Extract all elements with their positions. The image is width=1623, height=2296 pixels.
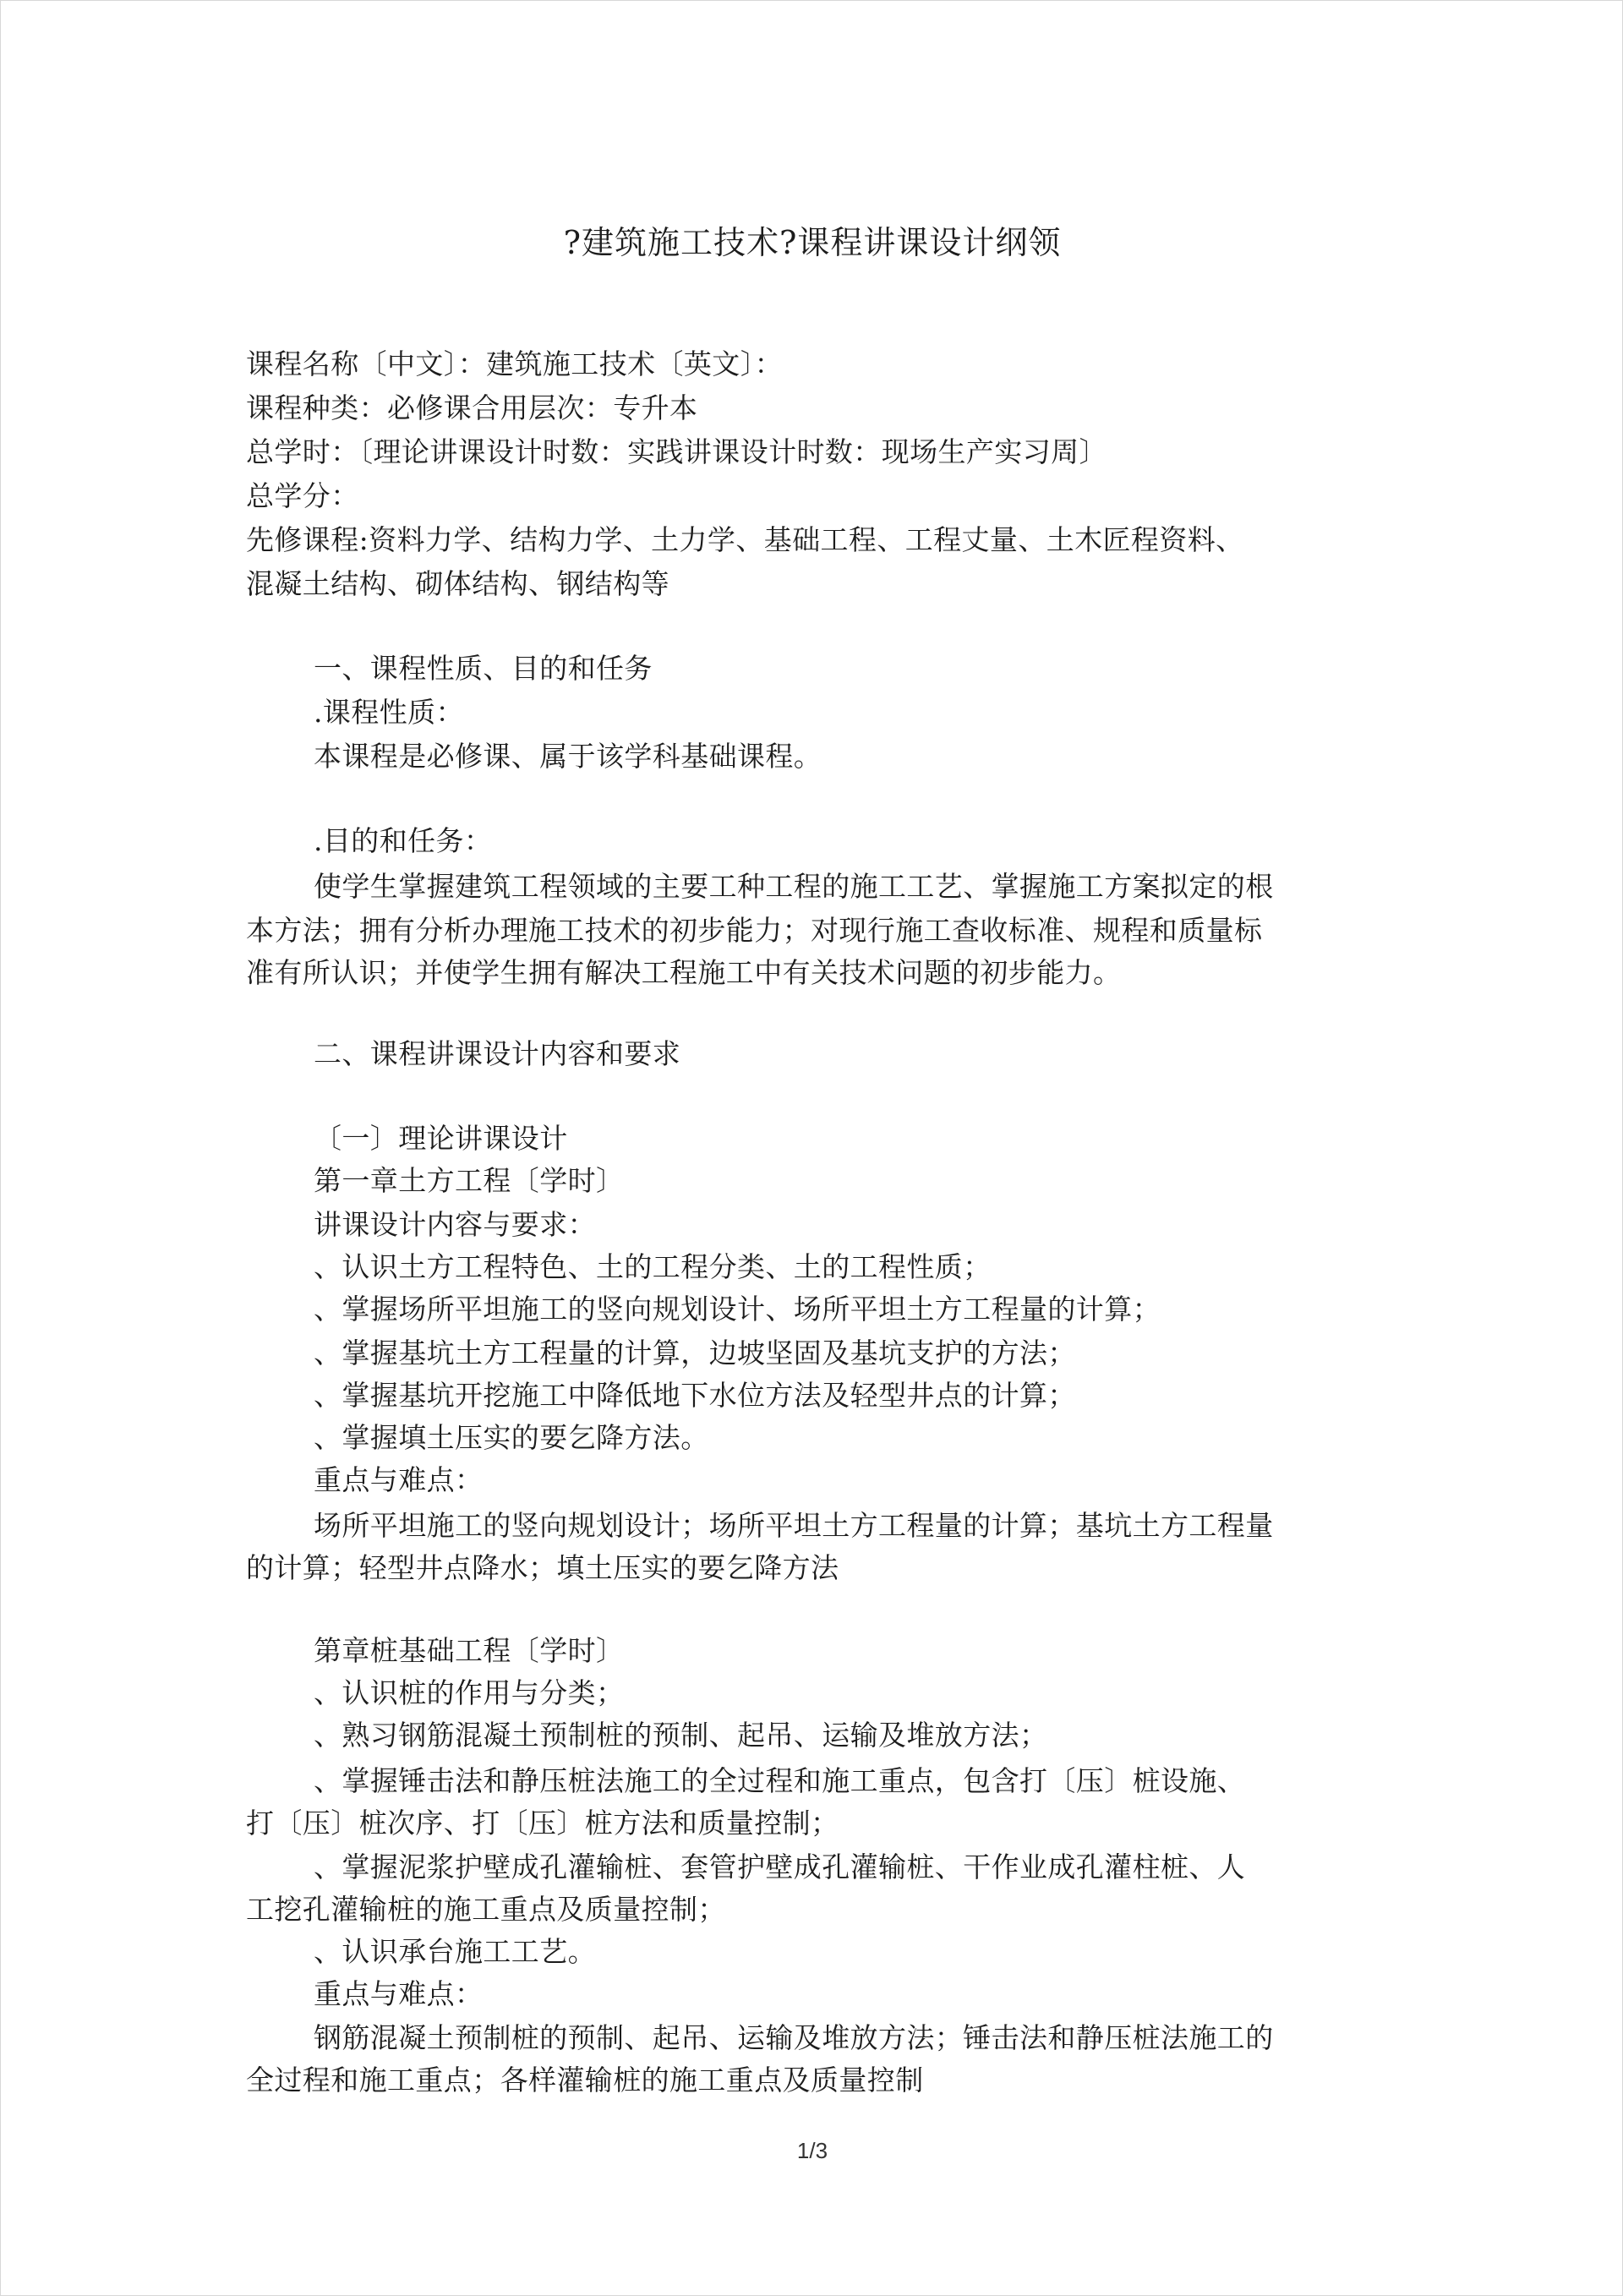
total-credits-line: 总学分： [246, 479, 359, 512]
page-number: 1/3 [796, 2138, 828, 2163]
chapter-1-key-label: 重点与难点： [314, 1463, 484, 1496]
section-1-heading: 一、课程性质、目的和任务 [314, 652, 653, 685]
prerequisites-line-2: 混凝土结构、砌体结构、钢结构等 [246, 567, 669, 600]
list-item: 、认识承台施工工艺。 [314, 1935, 596, 1968]
chapter-1-key-line-1: 场所平坦施工的竖向规划设计；场所平坦土方工程量的计算；基坑土方工程量 [314, 1509, 1274, 1542]
course-nature-text: 本课程是必修课、属于该学科基础课程。 [314, 740, 822, 773]
total-hours-line: 总学时：〔理论讲课设计时数：实践讲课设计时数：现场生产实习周〕 [246, 435, 1107, 468]
list-item: 、熟习钢筋混凝土预制桩的预制、起吊、运输及堆放方法； [314, 1719, 1048, 1752]
chapter-2-title: 第章桩基础工程〔学时〕 [314, 1634, 625, 1667]
list-item: 、掌握填土压实的要乞降方法。 [314, 1421, 709, 1454]
goal-text-line-2: 本方法；拥有分析办理施工技术的初步能力；对现行施工查收标准、规程和质量标 [246, 914, 1263, 947]
list-item: 、认识土方工程特色、土的工程分类、土的工程性质； [314, 1250, 992, 1283]
theory-subheading: 〔一〕理论讲课设计 [314, 1122, 568, 1155]
list-item: 、认识桩的作用与分类； [314, 1676, 625, 1709]
goal-label: .目的和任务： [314, 824, 493, 857]
document-title: ?建筑施工技术?课程讲课设计纲领 [563, 224, 1062, 261]
prerequisites-line-1: 先修课程:资料力学、结构力学、土力学、基础工程、工程丈量、土木匠程资料、 [246, 523, 1244, 556]
list-item: 、掌握锤击法和静压桩法施工的全过程和施工重点，包含打〔压〕桩设施、 [314, 1764, 1246, 1797]
chapter-2-key-line-1: 钢筋混凝土预制桩的预制、起吊、运输及堆放方法；锤击法和静压桩法施工的 [314, 2021, 1274, 2054]
list-item-continuation: 打〔压〕桩次序、打〔压〕桩方法和质量控制； [246, 1807, 839, 1840]
list-item: 、掌握基坑开挖施工中降低地下水位方法及轻型井点的计算； [314, 1379, 1076, 1412]
list-item: 、掌握泥浆护壁成孔灌输桩、套管护壁成孔灌输桩、干作业成孔灌柱桩、人 [314, 1850, 1246, 1883]
list-item: 、掌握基坑土方工程量的计算，边坡坚固及基坑支护的方法； [314, 1337, 1076, 1369]
goal-text-line-3: 准有所认识；并使学生拥有解决工程施工中有关技术问题的初步能力。 [246, 956, 1122, 989]
course-name-line: 课程名称〔中文〕：建筑施工技术〔英文〕： [246, 347, 783, 380]
chapter-1-requirements-label: 讲课设计内容与要求： [314, 1208, 596, 1241]
section-2-heading: 二、课程讲课设计内容和要求 [314, 1037, 681, 1070]
chapter-2-key-line-2: 全过程和施工重点；各样灌输桩的施工重点及质量控制 [246, 2064, 924, 2096]
course-type-line: 课程种类：必修课合用层次：专升本 [246, 391, 698, 424]
list-item: 、掌握场所平坦施工的竖向规划设计、场所平坦土方工程量的计算； [314, 1293, 1161, 1326]
chapter-2-key-label: 重点与难点： [314, 1977, 484, 2010]
chapter-1-title: 第一章土方工程〔学时〕 [314, 1164, 625, 1197]
course-nature-label: .课程性质： [314, 696, 464, 729]
goal-text-line-1: 使学生掌握建筑工程领域的主要工种工程的施工工艺、掌握施工方案拟定的根 [314, 870, 1274, 903]
chapter-1-key-line-2: 的计算；轻型井点降水；填土压实的要乞降方法 [246, 1551, 839, 1584]
list-item-continuation: 工挖孔灌输桩的施工重点及质量控制； [246, 1893, 726, 1926]
